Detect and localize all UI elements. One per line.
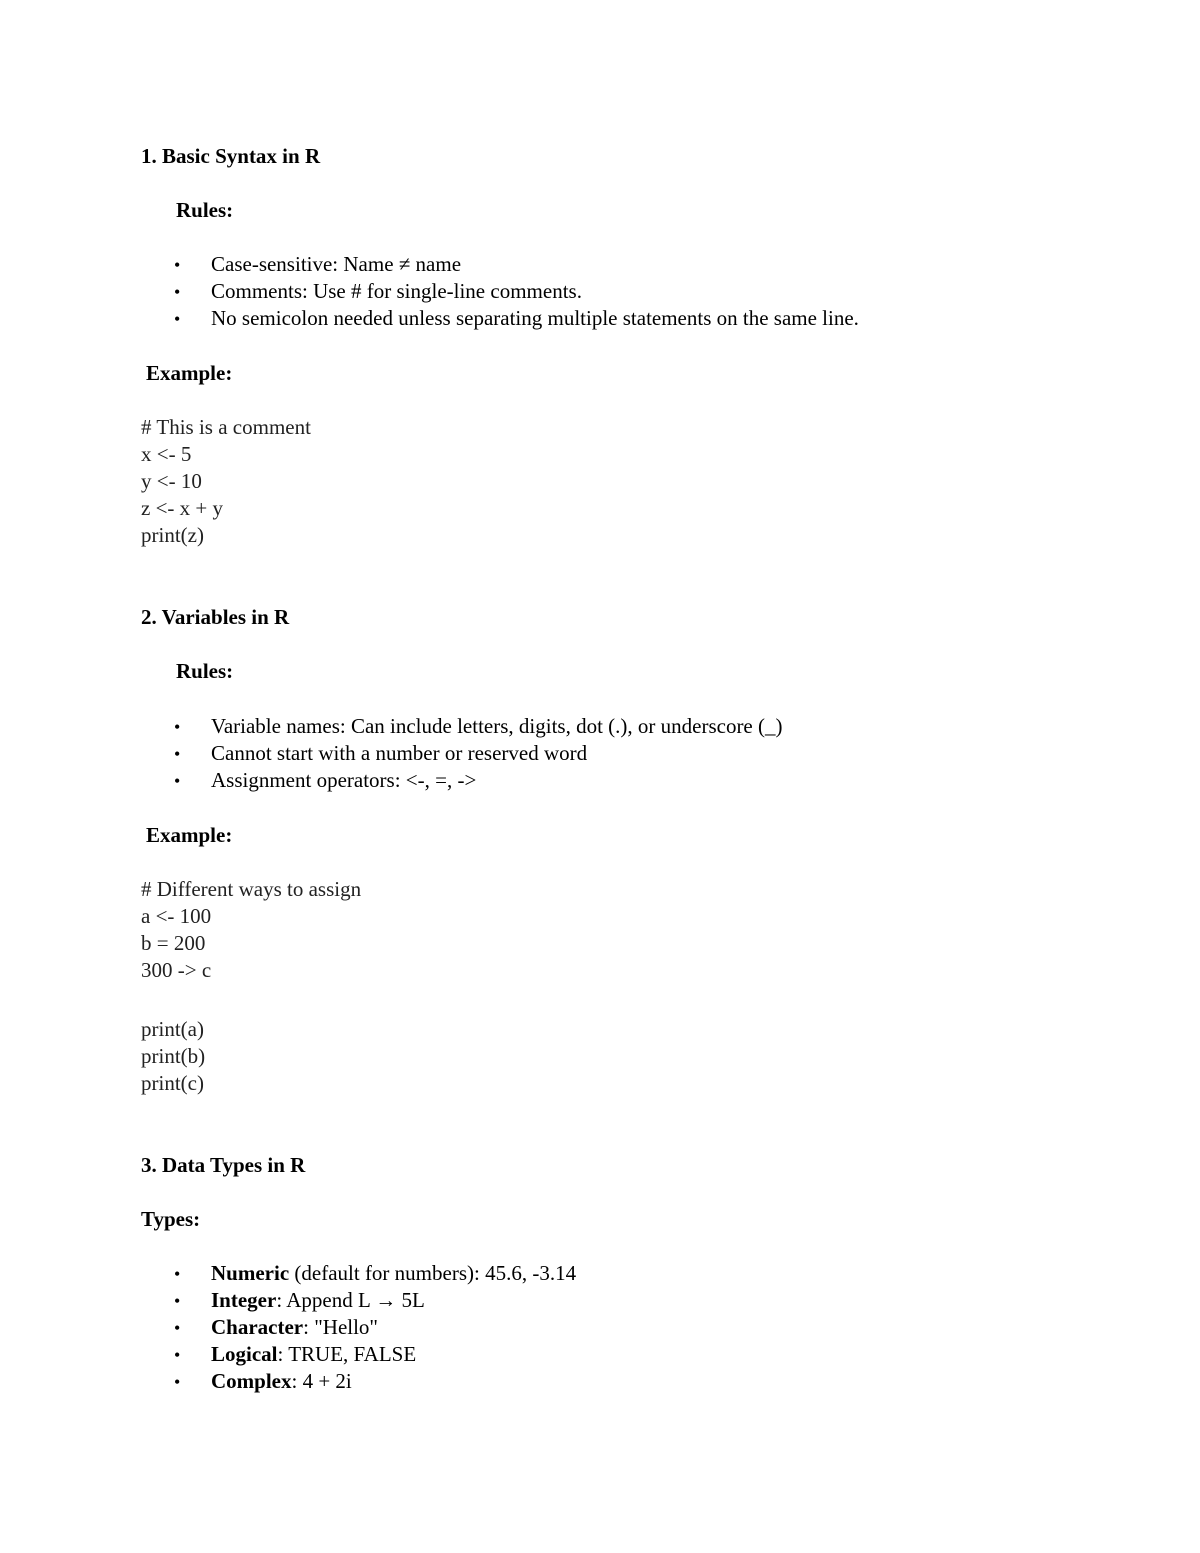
list-item [174,1341,416,1369]
bullet-icon: • [174,717,181,737]
type-name: Character [211,1315,304,1339]
type-description: : TRUE, FALSE [277,1342,417,1366]
type-description: : Append L → 5L [276,1288,425,1312]
bullet-icon: • [174,255,181,275]
type-description: : "Hello" [303,1315,379,1339]
list-item [174,1260,576,1288]
code-line: # Different ways to assign [141,877,362,901]
type-description: (default for numbers): 45.6, -3.14 [289,1261,577,1285]
list-item [174,1368,352,1396]
section-2-rules-label: Rules: [176,659,234,683]
section-3-types-label: Types: [141,1207,201,1231]
bullet-icon: • [174,1345,181,1365]
list-item [174,1287,425,1315]
code-line: 300 -> c [141,958,212,982]
bullet-icon: • [174,1372,181,1392]
code-line: print(b) [141,1044,206,1068]
section-1-heading: 1. Basic Syntax in R [141,144,321,168]
section-1-example-label: Example: [146,361,233,385]
rule-text: Case-sensitive: Name ≠ name [211,252,462,276]
list-item [174,1314,378,1342]
list-item [174,305,859,333]
type-name: Integer [211,1288,277,1312]
section-2-example-label: Example: [146,823,233,847]
code-line: b = 200 [141,931,206,955]
bullet-icon: • [174,309,181,329]
bullet-icon: • [174,1264,181,1284]
rule-text: Cannot start with a number or reserved word [211,741,588,765]
bullet-icon: • [174,744,181,764]
code-line: x <- 5 [141,442,192,466]
type-name: Numeric [211,1261,290,1285]
bullet-icon: • [174,1318,181,1338]
type-description: : 4 + 2i [291,1369,352,1393]
code-line: z <- x + y [141,496,224,520]
list-item [174,740,587,768]
list-item [174,278,582,306]
section-2-heading: 2. Variables in R [141,605,290,629]
rule-text: Comments: Use # for single-line comments. [211,279,582,303]
list-item [174,251,461,279]
code-line: print(a) [141,1017,204,1041]
section-3-heading: 3. Data Types in R [141,1153,306,1177]
list-item [174,767,476,795]
code-line: a <- 100 [141,904,212,928]
code-line: # This is a comment [141,415,311,439]
code-line: print(z) [141,523,204,547]
code-line: print(c) [141,1071,204,1095]
type-name: Complex [211,1369,292,1393]
rule-text: Assignment operators: <-, =, -> [211,768,477,792]
section-1-rules-label: Rules: [176,198,234,222]
code-line: y <- 10 [141,469,202,493]
bullet-icon: • [174,282,181,302]
bullet-icon: • [174,1291,181,1311]
rule-text: Variable names: Can include letters, digits, dot (.), or underscore (_) [211,714,783,738]
bullet-icon: • [174,771,181,791]
rule-text: No semicolon needed unless separating multiple statements on the same line. [211,306,859,330]
type-name: Logical [211,1342,278,1366]
list-item [174,713,783,741]
